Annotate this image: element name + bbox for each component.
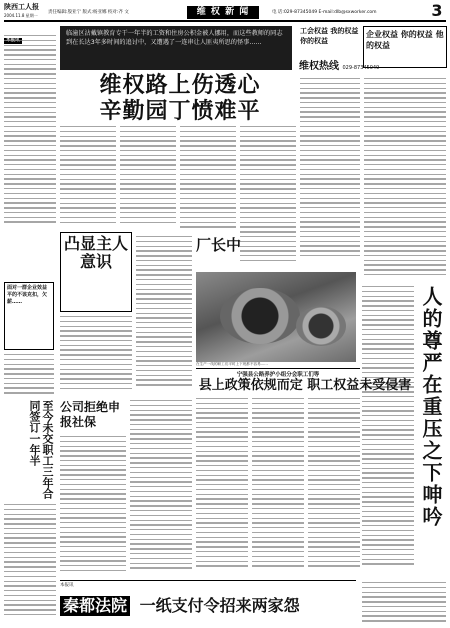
pipe-image <box>220 288 300 344</box>
sub-headline-left: 凸显主人意识 <box>60 232 132 312</box>
body-col-mid-left <box>136 236 192 392</box>
section-divider <box>196 368 360 369</box>
slogan-right: 工会权益 我的权益 你的权益 <box>300 26 359 45</box>
mid-col-2 <box>252 398 304 574</box>
mid-col-1 <box>196 398 248 574</box>
photo-caption: 在生产一线的职工们平时上下班都不容易…… <box>196 362 268 366</box>
left-bottom-vertical-headline: 至今未交职工三年合同签订一年半 <box>28 400 54 499</box>
body-col-1 <box>60 126 116 226</box>
hotline-number: 029-87345049 <box>342 65 380 71</box>
lead-banner: 临潼区沾戴镇教育专干一年半的工资和住房公积金被人挪用，而这些教师的同志到在长达3年多时间的追讨中，又遭遇了一连串让人匪夷所思的怪事…… <box>60 26 292 70</box>
slogan-left: 企业权益 你的权益 他的权益 <box>366 29 444 50</box>
body-col-2 <box>120 126 176 226</box>
left-bottom-col-2 <box>130 400 192 576</box>
left-sidebar-article <box>4 26 56 226</box>
bottom-kicker: 本报讯 <box>60 583 74 588</box>
issue-date: 2004.11.8 星期一 <box>4 13 38 18</box>
page-number: 3 <box>431 1 443 20</box>
left-bottom-col-1 <box>60 436 126 576</box>
main-headline-line2: 辛勤园丁愤难平 <box>99 98 261 124</box>
main-headline-line1: 维权路上伤透心 <box>99 72 261 98</box>
mid-kicker: 宁强县公路养护小组分会职工们等 <box>236 372 320 378</box>
body-col-5 <box>300 78 360 266</box>
sub-headline-mid: 厂长中 <box>196 236 242 254</box>
body-col-mid-left-2 <box>60 316 132 396</box>
main-headline <box>80 72 280 124</box>
left-bottom-sub-headline: 公司拒绝申报社保 <box>60 400 121 429</box>
bottom-headline <box>60 596 354 616</box>
body-col-6 <box>364 78 446 282</box>
news-photo <box>196 272 356 362</box>
vertical-feature-title: 人的尊严在重压之下呻吟 <box>419 286 443 528</box>
contact-info: 电 话:029-87345049 E-mail:dlb@sxworker.com <box>272 10 377 15</box>
newspaper-logo: 陕西工人报 <box>4 2 39 11</box>
section-title: 维 权 新 闻 <box>187 6 259 19</box>
left-sidebar-body <box>4 35 56 225</box>
pipe-image-small <box>296 306 346 346</box>
left-bottom-col-0 <box>4 504 56 624</box>
hotline-label: 维权热线 <box>299 61 339 72</box>
body-col-right <box>362 286 414 576</box>
editor-credits: 责任编辑:殷亚宁 版式:杨亚娜 校对:齐 文 <box>48 10 129 15</box>
bottom-right-col <box>362 582 446 626</box>
bottom-divider <box>60 580 356 581</box>
body-col-3 <box>180 126 236 232</box>
bottom-headline-tag: 秦都法院 <box>60 596 130 616</box>
bottom-headline-text: 一纸支付令招来两家怨 <box>139 596 300 615</box>
left-mid-body <box>4 354 54 398</box>
left-pull-quote: 面对一群企业效益平的不该克扣，欠薪…… <box>4 282 54 350</box>
mid-headline: 县上政策依规而定 职工权益未受侵害 <box>198 378 412 393</box>
mid-col-3 <box>308 398 360 574</box>
rights-hotline <box>299 60 447 74</box>
masthead <box>4 2 446 22</box>
